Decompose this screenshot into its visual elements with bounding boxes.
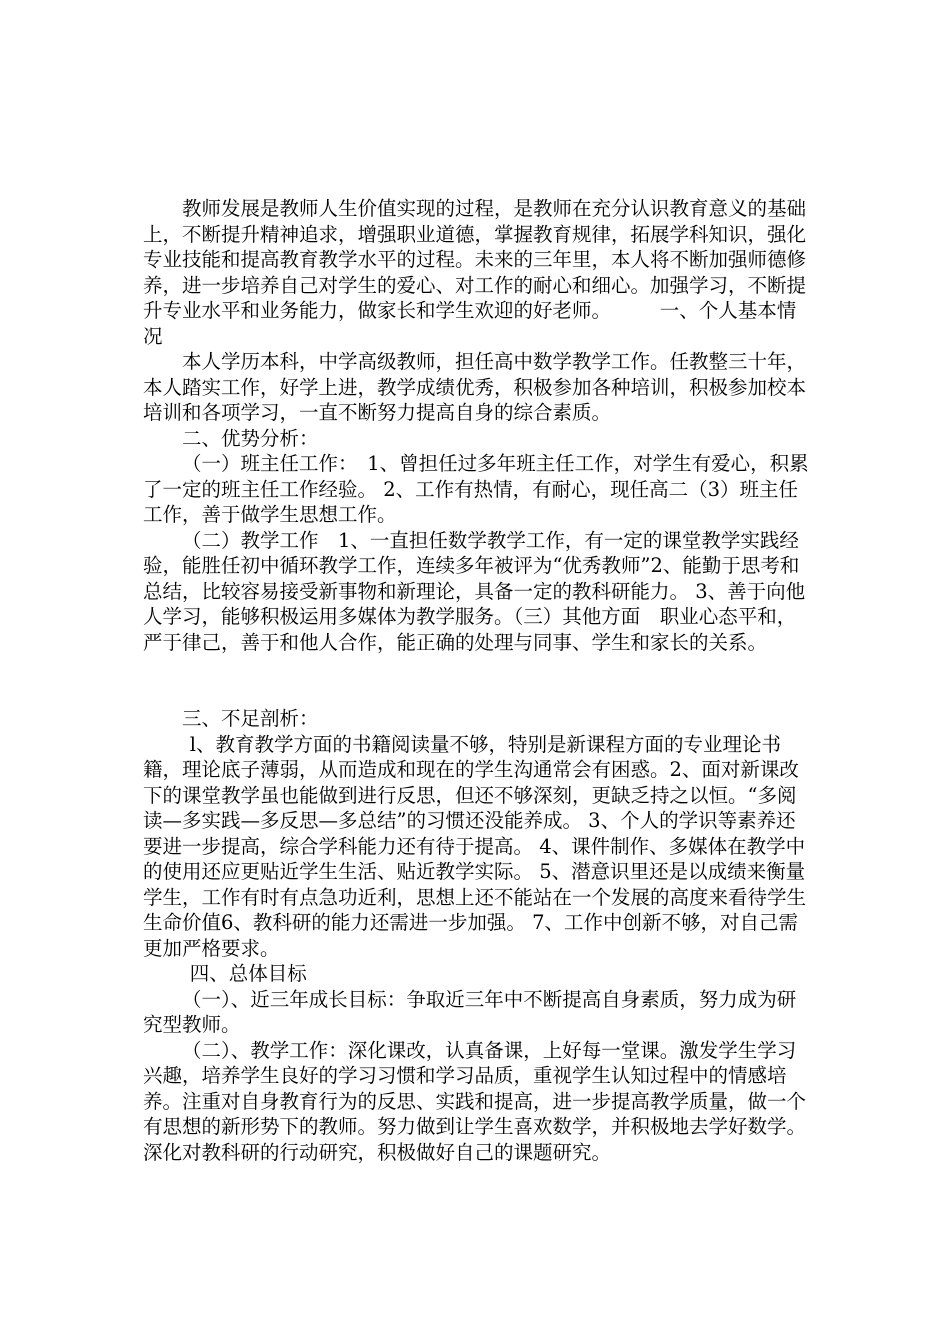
teaching-work-paragraph: （二）教学工作 1、一直担任数学教学工作，有一定的课堂教学实践经验，能胜任初中循环教学工作，连续多年被评为“优秀教师”2、能勤于思考和总结，比较容易接受新事物和新理论，具备一定的教科研能力。 3、善于向他人学习，能够积极运用多媒体为教学服务。（三）其他方面 职业心态平和，严于律己，善于和他人合作，能正确的处理与同事、学生和家长的关系。 (143, 528, 806, 654)
blank-gap (143, 655, 811, 706)
three-year-goal-paragraph: （一）、近三年成长目标：争取近三年中不断提高自身素质，努力成为研究型教师。 (143, 987, 797, 1036)
overall-goals-heading: 四、总体目标 (189, 962, 307, 985)
shortcomings-heading: 三、不足剖析： (182, 707, 319, 730)
basic-info-paragraph: 本人学历本科，中学高级教师，担任高中数学教学工作。任教整三十年，本人踏实工作，好学上进，教学成绩优秀，积极参加各种培训，积极参加校本培训和各项学习，一直不断努力提高自身的综合素质。 (143, 350, 807, 424)
advantages-heading: 二、优势分析： (182, 426, 319, 450)
intro-paragraph: 教师发展是教师人生价值实现的过程，是教师在充分认识教育意义的基础上，不断提升精神追求，增强职业道德，掌握教育规律，拓展学科知识，强化专业技能和提高教育教学水平的过程。未来的三年里，本人将不断加强师德修养，进一步培养自己对学生的爱心、对工作的耐心和细心。加强学习，不断提升专业水平和业务能力，做家长和学生欢迎的好老师。 一、个人基本情况 (143, 197, 807, 348)
document-body (143, 196, 811, 1165)
head-teacher-paragraph: （一）班主任工作： 1、曾担任过多年班主任工作，对学生有爱心，积累了一定的班主任工作经验。 2、工作有热情，有耐心，现任高二（3）班主任工作，善于做学生思想工作。 (143, 452, 809, 526)
teaching-goal-paragraph: （二）、教学工作：深化课改，认真备课，上好每一堂课。激发学生学习兴趣，培养学生良好的学习习惯和学习品质，重视学生认知过程中的情感培养。注重对自身教育行为的反思、实践和提高，进一步提高教学质量，做一个有思想的新形势下的教师。努力做到让学生喜欢数学，并积极地去学好数学。深化对教科研的行动研究，积极做好自己的课题研究。 (143, 1038, 807, 1164)
shortcomings-paragraph: l、教育教学方面的书籍阅读量不够，特别是新课程方面的专业理论书籍，理论底子薄弱，从而造成和现在的学生沟通常会有困惑。2、面对新课改下的课堂教学虽也能做到进行反思，但还不够深刻，更缺乏持之以恒。“多阅读—多实践—多反思—多总结”的习惯还没能养成。 3、个人的学识等素养还要进一步提高，综合学科能力还有待于提高。 4、课件制作、多媒体在教学中的使用还应更贴近学生生活、贴近教学实际。 5、潜意识里还是以成绩来衡量学生，工作有时有点急功近利，思想上还不能站在一个发展的高度来看待学生生命价值6、教科研的能力还需进一步加强。 7、工作中创新不够，对自己需更加严格要求。 (143, 732, 807, 960)
